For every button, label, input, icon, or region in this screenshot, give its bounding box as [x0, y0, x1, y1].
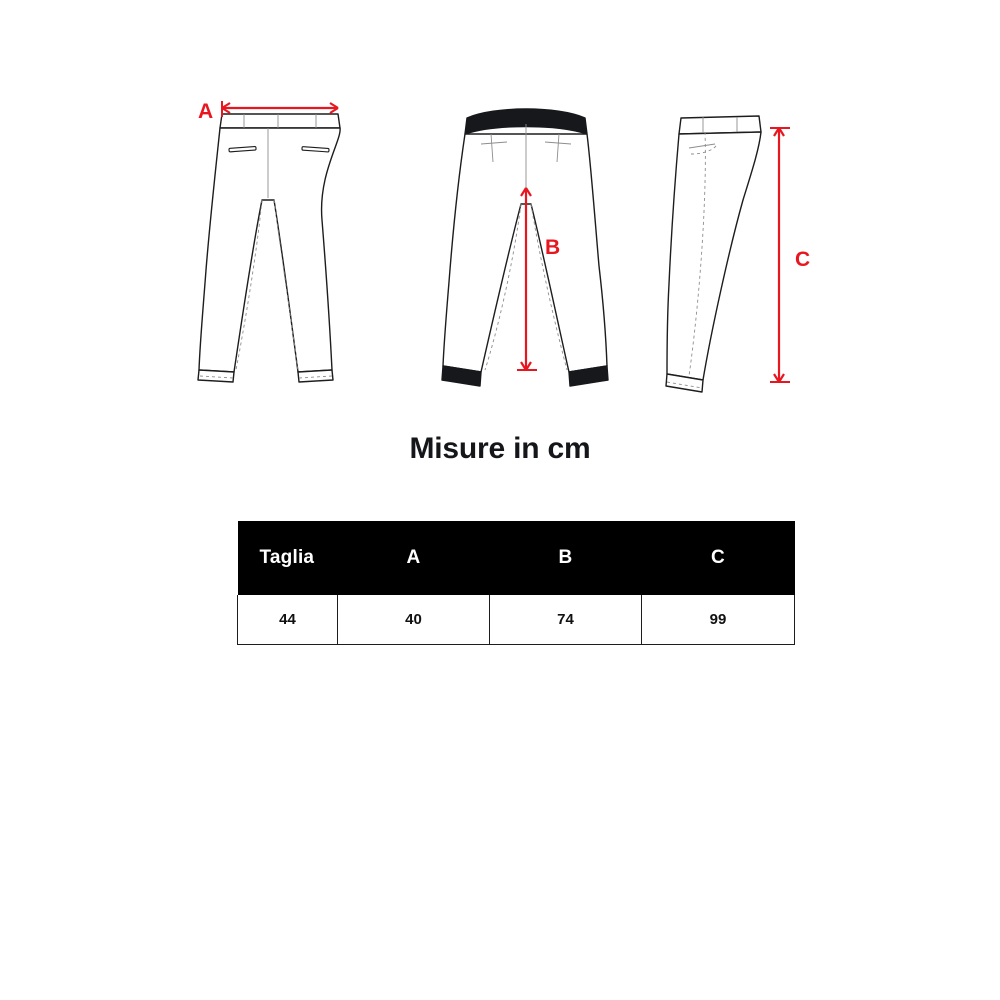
page-title: Misure in cm: [409, 432, 591, 465]
table-header-taglia: Taglia: [238, 521, 338, 595]
cell-size: 44: [238, 595, 338, 645]
dimension-label-b: B: [545, 236, 561, 259]
trousers-front-view: [170, 70, 430, 410]
cell-b: 74: [490, 595, 642, 645]
table-row: [238, 595, 795, 645]
size-table: [237, 521, 795, 645]
table-header-c: C: [642, 521, 795, 595]
dimension-label-a: A: [198, 100, 214, 123]
cell-c: 99: [642, 595, 795, 645]
trousers-side-view: [645, 70, 905, 410]
technical-drawings: [0, 70, 1000, 410]
table-header-b: B: [490, 521, 642, 595]
table-header-a: A: [338, 521, 490, 595]
size-table-wrapper: [237, 521, 794, 645]
dimension-label-c: C: [795, 248, 811, 271]
cell-a: 40: [338, 595, 490, 645]
table-header-row: [238, 521, 795, 595]
